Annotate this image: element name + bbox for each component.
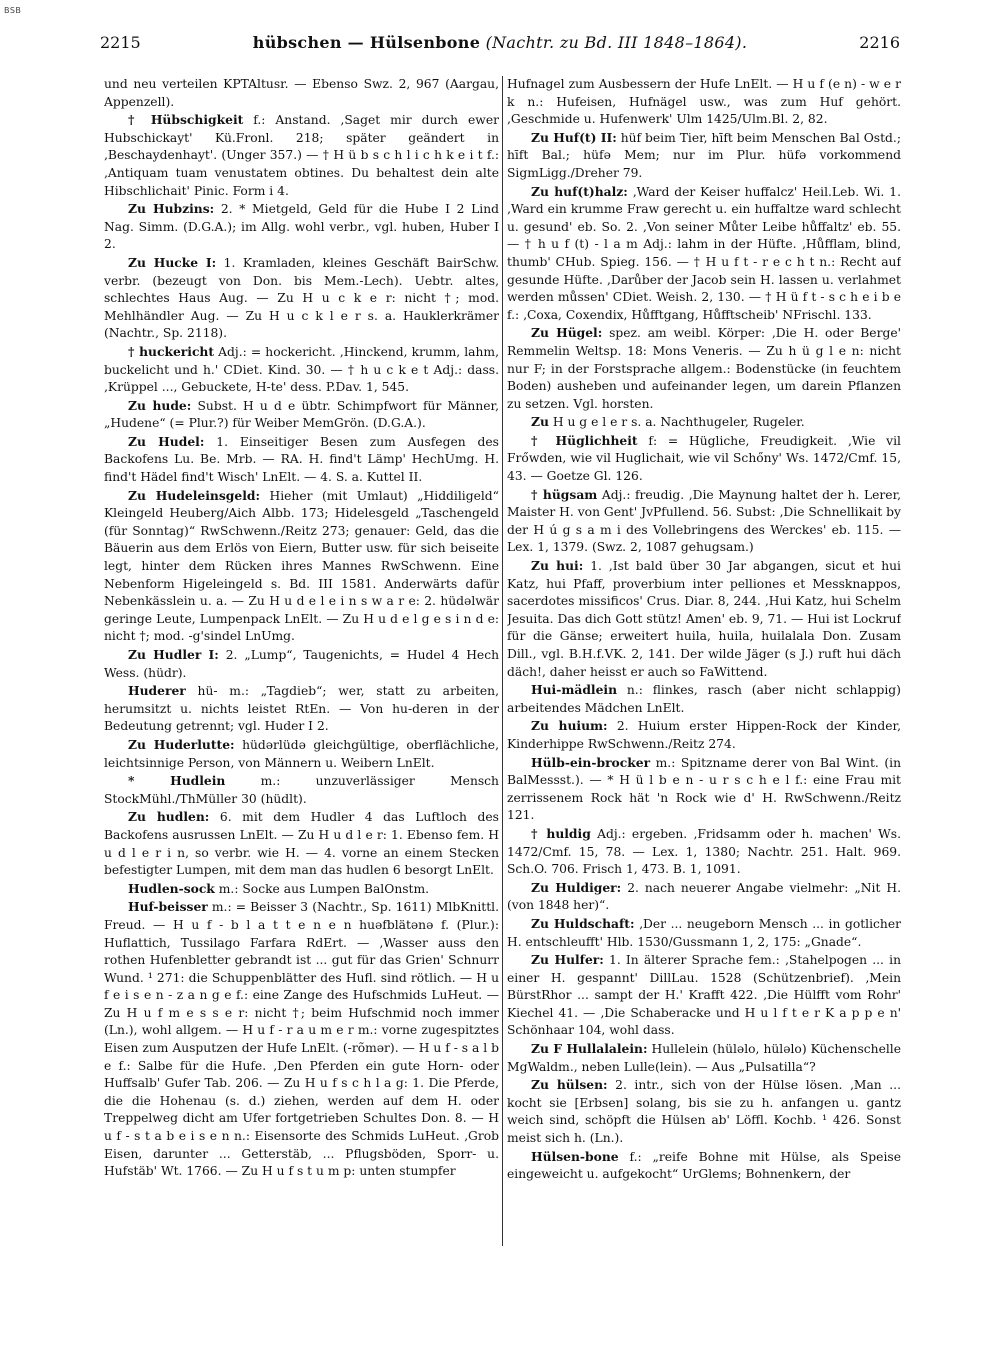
entry-text: Hieher (mit Umlaut) „Hiddiligeld“ Kleingeld Heuberg/Aich Albb. 173; Hidelesgeld „Taschengeld (für Sonntag)“ RwSchwenn./Reitz 273; genauer: Geld, das die Bäuerin aus dem Erlös von Eiern, Butter usw. für sich beiseite legt, hinter dem Rücken ihres Mannes RwSchwenn. Eine Nebenform Higeleingeld s. Bd. III 1581. Anderwärts dafür Nebenkässlein u. a. — Zu H u d e l e i n s w a r e: 2. hüdəlwär geringe Leute, Lumpenpack LnElt. — Zu H u d e l g e s i n d e: nicht †; mod. -g'sindel LnUmg. [104,488,499,644]
entry-text: Hufnagel zum Ausbessern der Hufe LnElt. — H u f (e n) - w e r k n.: Hufeisen, Hufnägel usw., was zum Huf gehört. ‚Geschmide u. Hufenwerk' Ulm 1425/Ulm.Bl. 2, 82. [507,77,901,127]
dictionary-entry [104,898,499,1181]
entry-text: m.: Spitzname derer von Bal Wint. (in BalMessst.). — * H ü l b e n - u r s c h e l f.: eine Frau mit zerrissenem Rock hät 'n Rock wie d' H. RwSchwenn./Reitz 121. [507,755,901,823]
page-number-left: 2215 [100,33,141,52]
entry-text: m.: unzuverlässiger Mensch StockMühl./ThMüller 30 (hüdlt). [104,774,499,806]
dictionary-entry [507,76,901,129]
library-stamp: BSB [4,6,22,15]
entry-lemma: Zu Hulfer: [531,952,604,968]
running-title-lemmas: hübschen — Hülsenbone [252,33,481,52]
dictionary-entry [104,772,499,808]
dictionary-entry [104,433,499,487]
entry-lemma: Zu hude: [128,397,192,413]
left-column [104,76,499,1246]
dictionary-entry [507,754,901,825]
entry-lemma: Huf-beisser [128,899,208,915]
dictionary-entry [507,717,901,753]
dictionary-entry [507,129,901,183]
entry-text: m.: Socke aus Lumpen BalOnstm. [218,881,430,896]
entry-lemma: Zu Huldschaft: [531,915,635,931]
entry-text: f.: „reife Bohne mit Hülse, als Speise eingeweicht u. aufgekocht“ UrGlems; Bohnenkern, der [507,1149,901,1182]
dictionary-entry [507,825,901,879]
entry-text: f.: Anstand. ‚Saget mir durch ewer Hubschickayt' Kü.Fronl. 218; später geändert in ‚Beschaydenhayt'. (Unger 357.) — † H ü b s c h l i c h k e i t f.: ‚Antiquam tuam venustatem obtines. Du behaltest dein alte Hibschlichait' Pinic. Form i 4. [104,113,499,198]
dictionary-entry [507,486,901,557]
dictionary-entry [507,1040,901,1076]
running-title [100,33,900,52]
entry-text: Hullelein (hüləlo, hüləlo) Küchenschelle MgWaldm., neben Lulle(lein). — Aus „Pulsatilla“? [507,1042,901,1074]
entry-lemma: Zu Hucke I: [128,254,217,270]
entry-text: 1. Einseitiger Besen zum Ausfegen des Backofens Lu. Be. Mrb. — RA. H. find't Lämp' HechUmg. H. find't Hädel find't Wisch' LnElt. — 4. S. a. Kuttel II. [104,434,499,485]
entry-text: Adj.: = hockericht. ‚Hinckend, krumm, lahm, buckelicht und h.' CDiet. Kind. 30. — † h u c k e t Adj.: dass. ‚Krüppel ..., Gebuckete, H-te' dess. P.Dav. 1, 545. [104,344,499,395]
running-title-supplement: (Nachtr. zu Bd. III 1848–1864). [485,33,748,52]
dictionary-entry [104,397,499,433]
right-column [507,76,901,1246]
entry-lemma: † hügsam [531,486,598,502]
dictionary-entry [104,343,499,397]
entry-lemma: Hui-mädlein [531,682,618,698]
entry-text: 1. ‚Ist bald über 30 Jar abgangen, sicut et hui Katz, hui Pfaff, proverbium inter pelliones et Messknappos, sacerdotes missificos' Crus. Diar. 8, 244. ‚Hui Katz, hui Schelm Jesuita. Das dich Gott stütz! Amen' eb. 9, 71. — Hui ist Lockruf für die Gänse; erweitert huila, huila, huilalala Don. Zusam Dill., vgl. B.H.f.VK. 2, 141. Der wilde Jäger (s J.) ruft hui däch däch!, daher heisst er auch so FaWittend. [507,559,901,679]
dictionary-entry [104,880,499,899]
dictionary-entry [507,557,901,681]
entry-text: 6. mit dem Hudler 4 das Luftloch des Backofens ausrussen LnElt. — Zu H u d l e r: 1. Ebenso fem. H u d l e r i n, so verbr. wie H. — 4. vorne an einem Stecken befestigter Lumpen, mit dem man das hudlen 6 besorgt LnElt. [104,810,499,878]
page-number-right: 2216 [859,33,900,52]
entry-lemma: Zu Hudler I: [128,647,219,662]
entry-lemma: Zu hui: [531,558,584,574]
entry-lemma: Zu hülsen: [531,1077,608,1093]
entry-text: m.: = Beisser 3 (Nachtr., Sp. 1611) MlbKnittl. Freud. — H u f - b l a t t e n e n huəfblätənə f. (Plur.): Huflattich, Tussilago Farfara RdErt. — ‚Wasser auss den rothen Hufenbletter gebrandt ist ... gut für das Grien' Schnurr Wund. ¹ 271: die Schuppenblätter des Hufl. sind rötlich. — H u f e i s e n - z a n g e f.: eine Zange des Hufschmids LuHeut. — Zu H u f m e s s e r: nicht †; beim Hufschmid noch immer (Ln.), wohl allgem. — H u f - r a u m e r m.: vorne zugespitztes Eisen zum Ausputzen der Hufe LnElt. (-rõmər). — H u f - s a l b e f.: Salbe für die Hufe. ‚Den Pferden ein gute Horn- oder Huffsalb' Gufer Tab. 206. — Zu H u f s c h l a g: 1. Die Pferde, die die Hohenau (s. d.) ziehen, werden auf dem H. oder Treppelweg dicht am Ufer fortgetrieben Schultes Don. 8. — H u f - s t a b e i s e n n.: Eisensorte des Schmids LuHeut. ‚Grob Eisen, darunter ... Getterstäb, ... Pflugsböden, Sporr- u. Hufstäb' Wt. 1766. — Zu H u f s t u m p: unten stumpfer [104,900,499,1179]
entry-lemma: Hülb-ein-brocker [531,754,651,770]
entry-lemma: Zu Huldiger: [531,879,622,895]
entry-text: 2. nach neuerer Angabe vielmehr: „Nit H. (von 1848 her)“. [507,880,901,913]
entry-text: ‚Ward der Keiser huffalcz' Heil.Leb. Wi. 1. ‚Ward ein krumme Fraw gerecht u. ein huffaltze ward schlecht u. gesund' eb. So. 2. ‚Von seiner Můter Leibe hůffaltz' eb. 55. — † h u f (t) - l a m Adj.: lahm in der Hüfte. ‚Hůfflam, blind, thumb' CHub. Spieg. 156. — † H u f t - r e c h t n.: Recht auf gesunde Hüfte. ‚Darůber der Jacob sein H. lassen u. verlahmet werden můssen' CDiet. Weish. 2, 130. — † H ü f t - s c h e i b e f.: ‚Coxa, Coxendix, Hůfftgang, Hůfftscheib' NFrischl. 133. [507,184,901,322]
dictionary-entry [104,682,499,736]
dictionary-entry [507,432,901,486]
running-header [100,33,900,57]
entry-lemma: Zu [531,414,549,430]
entry-text: Subst. H u d e übtr. Schimpfwort für Männer, „Hudene“ (= Plur.?) für Weiber MemGrön. (D.G.A.). [104,398,499,431]
entry-text: Adj.: freudig. ‚Die Maynung haltet der h. Lerer, Maister H. von Gent' JvPfullend. 56. Subst: ‚Die Schnellikait by der H ú g s a m i des Vollebringens des Werckes' eb. 115. — Lex. 1, 1379. (Swz. 2, 1087 gehugsam.) [507,487,901,555]
entry-text: spez. am weibl. Körper: ‚Die H. oder Berge' Remmelin Weltsp. 18: Mons Veneris. — Zu h ü g l e n: nicht nur F; in der Forstsprache allgem.: Bodenstücke (in feuchtem Boden) ausheben und aufeinander legen, um darein Pflanzen zu setzen. Vgl. horsten. [507,326,901,411]
entry-text: 2. Huium erster Hippen-Rock der Kinder, Kinderhippe RwSchwenn./Reitz 274. [507,719,901,751]
entry-lemma: Zu Hudel: [128,433,205,449]
dictionary-entry [507,1148,901,1184]
dictionary-entry [507,681,901,717]
entry-text: hüf beim Tier, hīft beim Menschen Bal Ostd.; hīft Bal.; hüfə Mem; nur im Plur. hüfə vorkommend SigmLigg./Dreher 79. [507,130,901,180]
dictionary-entry [104,76,499,111]
entry-text: hü- m.: „Tagdieb“; wer, statt zu arbeiten, herumsitzt u. nichts leistet RtEn. — Von hu-deren in der Bedeutung getrennt; vgl. Huder I 2. [104,684,499,734]
entry-lemma: Zu huf(t)halz: [531,183,628,199]
dictionary-entry [104,736,499,772]
entry-lemma: † huldig [531,825,591,841]
entry-text: ‚Der ... neugeborn Mensch ... in gotlicher H. entschleufft' Hlb. 1530/Gussmann 1, 2, 175: „Gnade“. [507,916,901,949]
entry-lemma: Hülsen-bone [531,1148,619,1164]
entry-lemma: Zu Huderlutte: [128,736,235,752]
entry-lemma: † huckericht [128,343,215,359]
entry-lemma: † Hüglichheit [531,432,638,448]
entry-text: 1. Kramladen, kleines Geschäft BairSchw. verbr. (bezeugt von Don. bis Mem.-Lech). Uebtr. altes, schlechtes Haus Aug. — Zu H u c k e r: nicht †; mod. Mehlhändler Aug. — Zu H u c k l e r s. a. Hauklerkrämer (Nachtr., Sp. 2118). [104,255,499,341]
dictionary-entry [507,324,901,413]
dictionary-entry [104,200,499,254]
entry-lemma: Zu Hügel: [531,325,603,341]
entry-lemma: * Hudlein [128,773,226,789]
dictionary-entry [104,808,499,879]
entry-lemma: Zu Hudeleinsgeld: [128,487,260,503]
entry-text: 1. In älterer Sprache fem.: ‚Stahelpogen ... in einer H. gespannt' DillLau. 1528 (Schützenbrief). ‚Mein BürstRhor ... sampt der H.' Krafft 422. ‚Die Hülfft vom Rohr' Kiechel 41. — ‚Die Schaberacke und H u l f t e r K a p p e n' Schönhaar 104, wohl dass. [507,953,901,1038]
entry-lemma: Huderer [128,683,186,699]
entry-lemma: Zu hudlen: [128,809,210,825]
column-divider [502,76,503,1246]
entry-lemma: Hudlen-sock [128,880,215,896]
entry-text: f: = Hügliche, Freudigkeit. ‚Wie vil Frőwden, wie vil Huglichait, wie vil Schőny' Ws. 1472/Cmf. 15, 43. — Goetze Gl. 126. [507,433,901,484]
entry-text: 2. „Lump“, Taugenichts, = Hudel 4 Hech Wess. (hüdr). [104,648,499,680]
dictionary-entry [104,487,499,646]
entry-lemma: Zu F Hullalalein: [531,1041,648,1057]
dictionary-entry [507,413,901,432]
dictionary-entry [507,1076,901,1147]
entry-text: 2. intr., sich von der Hülse lösen. ‚Man ... kocht sie [Erbsen] solang, bis sie zu h. anfangen u. gantz weich sind, schöpft die Hülsen ab' Löffl. Kochb. ¹ 426. Sonst meist sich h. (Ln.). [507,1078,901,1146]
dictionary-entry [104,254,499,343]
entry-text: und neu verteilen KPTAltusr. — Ebenso Swz. 2, 967 (Aargau, Appenzell). [104,77,499,109]
dictionary-entry [507,183,901,325]
entry-lemma: Zu Huf(t) II: [531,129,617,145]
entry-lemma: Zu Hubzins: [128,201,215,217]
entry-text: n.: flinkes, rasch (aber nicht schlappig) arbeitendes Mädchen LnElt. [507,683,901,715]
dictionary-entry [507,951,901,1040]
entry-lemma: Zu huium: [531,718,608,734]
entry-text: Adj.: ergeben. ‚Fridsamm oder h. machen' Ws. 1472/Cmf. 15, 78. — Lex. 1, 1380; Nachtr. 251. Halt. 969. Sch.O. 706. Frisch 1, 473. B. 1, 1091. [507,826,901,877]
dictionary-entry [104,111,499,200]
entry-text: 2. * Mietgeld, Geld für die Hube I 2 Lind Nag. Simm. (D.G.A.); im Allg. wohl verbr., vgl. huben, Huber I 2. [104,202,499,252]
dictionary-entry [507,915,901,951]
entry-text: H u g e l e r s. a. Nachthugeler, Rugeler. [552,415,805,430]
dictionary-entry [104,646,499,682]
dictionary-entry [507,879,901,915]
entry-lemma: † Hübschigkeit [128,112,244,128]
entry-text: hüdərlüdə gleichgültige, oberflächliche, leichtsinnige Person, von Männern u. Weibern LnElt. [104,737,499,770]
